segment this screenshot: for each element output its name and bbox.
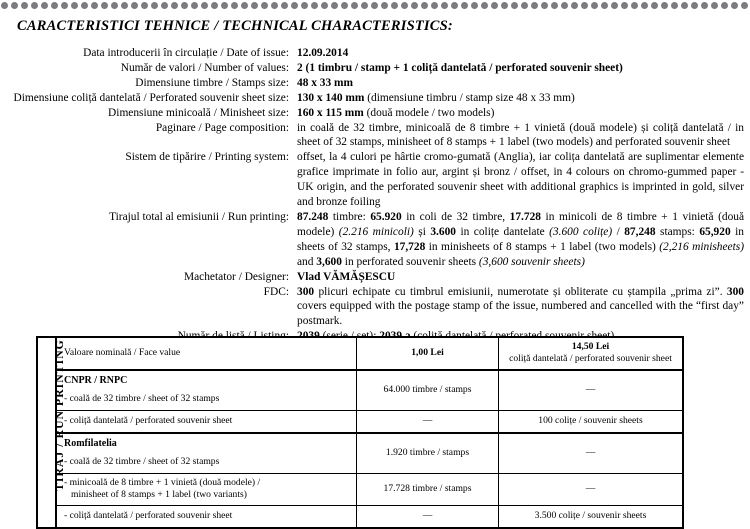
table-row [57, 506, 682, 527]
table-row [57, 434, 682, 474]
table-row-description-line: - coliță dantelată / perforated souvenir sheet [64, 509, 233, 521]
spec-row [0, 106, 750, 121]
table-header-value-2-note: coliță dantelată / perforated souvenir sheet [509, 353, 672, 365]
perforation-dot [671, 2, 678, 9]
table-row-description [57, 411, 357, 432]
perforation-dot [241, 2, 248, 9]
spec-row [0, 121, 750, 151]
perforation-dot [131, 2, 138, 9]
spec-value: offset, la 4 culori pe hârtie cromo-gumată (Anglia), iar colița dantelată are suplimentar elemente grafice imprimate in folio aur, argint și bronz / offset, in 4 colours on chromo-gummed paper - UK origin, and the perforated souvenir sheet with additional graphics is imprinted in gold, silver and bronze foiling [297, 151, 744, 209]
perforation-dot [491, 2, 498, 9]
spec-label: FDC: [263, 285, 289, 298]
perforation-dot [601, 2, 608, 9]
table-group-title: Romfilatelia [64, 437, 117, 449]
perforation-dot [551, 2, 558, 9]
perforation-dot [151, 2, 158, 9]
perforation-dot [221, 2, 228, 9]
perforation-dot [611, 2, 618, 9]
perforation-dot [411, 2, 418, 9]
table-header-value-1: 1,00 Lei [357, 338, 499, 369]
table-row-description-line: - minicoală de 8 timbre + 1 vinietă (două modele) / [64, 476, 261, 488]
table-row [57, 474, 682, 506]
perforation-dot [711, 2, 718, 9]
perforation-dot [681, 2, 688, 9]
spec-value: 130 x 140 mm (dimensiune timbru / stamp size 48 x 33 mm) [297, 91, 575, 104]
perforation-dot [401, 2, 408, 9]
perforation-dot [91, 2, 98, 9]
perforation-dot [651, 2, 658, 9]
spec-row [0, 270, 750, 285]
table-row-value-1: 64.000 timbre / stamps [357, 371, 499, 410]
perforation-dot [261, 2, 268, 9]
spec-row [0, 46, 750, 61]
perforation-dot-strip [0, 2, 750, 14]
table-row-description-line: - coală de 32 timbre / sheet of 32 stamps [64, 456, 220, 468]
table-row-value-1: — [357, 411, 499, 432]
perforation-dot [451, 2, 458, 9]
perforation-dot [141, 2, 148, 9]
table-row-value-1: 1.920 timbre / stamps [357, 434, 499, 473]
perforation-dot [161, 2, 168, 9]
spec-label: Sistem de tipărire / Printing system: [125, 151, 289, 164]
perforation-dot [1, 2, 8, 9]
perforation-dot [321, 2, 328, 9]
perforation-dot [741, 2, 748, 9]
perforation-dot [581, 2, 588, 9]
table-vertical-label-cell [38, 338, 66, 527]
spec-row [0, 76, 750, 91]
perforation-dot [71, 2, 78, 9]
perforation-dot [511, 2, 518, 9]
table-row-description-line: - coliță dantelată / perforated souvenir sheet [64, 415, 233, 427]
spec-value: 48 x 33 mm [297, 76, 353, 89]
perforation-dot [561, 2, 568, 9]
perforation-dot [461, 2, 468, 9]
perforation-dot [431, 2, 438, 9]
spec-row [0, 210, 750, 270]
table-header-row [57, 338, 682, 371]
perforation-dot [31, 2, 38, 9]
table-row-description [57, 474, 357, 505]
table-row-value-2: — [585, 384, 596, 396]
spec-row [0, 91, 750, 106]
spec-row [0, 61, 750, 76]
perforation-dot [351, 2, 358, 9]
table-row-value-1: — [357, 506, 499, 527]
perforation-dot [251, 2, 258, 9]
table-header-value-2-amount: 14,50 Lei [571, 341, 610, 352]
perforation-dot [521, 2, 528, 9]
perforation-dot [271, 2, 278, 9]
perforation-dot [291, 2, 298, 9]
table-row [57, 371, 682, 411]
table-row-description-line: minisheet of 8 stamps + 1 label (two variants) [71, 489, 247, 501]
perforation-dot [51, 2, 58, 9]
spec-label: Dimensiune coliță dantelată / Perforated souvenir sheet size: [13, 91, 289, 104]
table-row [57, 411, 682, 434]
spec-label: Număr de valori / Number of values: [120, 61, 289, 74]
table-row-description [57, 506, 357, 527]
table-row-description [57, 434, 357, 473]
perforation-dot [631, 2, 638, 9]
perforation-dot [21, 2, 28, 9]
perforation-dot [61, 2, 68, 9]
technical-specifications-list [0, 46, 750, 344]
table-row-value-2: 3.500 colițe / souvenir sheets [534, 509, 647, 521]
perforation-dot [691, 2, 698, 9]
table-row-value-2: — [585, 483, 596, 495]
perforation-dot [361, 2, 368, 9]
perforation-dot [481, 2, 488, 9]
perforation-dot [11, 2, 18, 9]
table-row-description-line: - coală de 32 timbre / sheet of 32 stamps [64, 393, 220, 405]
table-header-description: Valoare nominală / Face value [57, 338, 357, 369]
page-title: CARACTERISTICI TEHNICE / TECHNICAL CHARACTERISTICS: [17, 18, 453, 34]
perforation-dot [301, 2, 308, 9]
spec-label: Paginare / Page composition: [155, 121, 289, 134]
perforation-dot [281, 2, 288, 9]
spec-value: 160 x 115 mm (două modele / two models) [297, 106, 495, 119]
spec-value: 2 (1 timbru / stamp + 1 coliță dantelată / perforated souvenir sheet) [297, 61, 623, 74]
perforation-dot [721, 2, 728, 9]
spec-value: 300 plicuri echipate cu timbrul emisiunii, numerotate și obliterate cu ștampila „prima zi”. 300 covers equipped with the postage stamp of the issue, numbered and cancelled with the “first day” postmark. [297, 285, 744, 328]
perforation-dot [231, 2, 238, 9]
table-row-description [57, 371, 357, 410]
spec-label: Data introducerii în circulație / Date of issue: [83, 47, 289, 59]
perforation-dot [101, 2, 108, 9]
perforation-dot [201, 2, 208, 9]
spec-row [0, 150, 750, 210]
perforation-dot [311, 2, 318, 9]
perforation-dot [571, 2, 578, 9]
perforation-dot [81, 2, 88, 9]
table-header-value-2 [499, 338, 682, 369]
perforation-dot [371, 2, 378, 9]
perforation-dot [421, 2, 428, 9]
perforation-dot [211, 2, 218, 9]
perforation-dot [191, 2, 198, 9]
table-body [57, 338, 682, 527]
perforation-dot [731, 2, 738, 9]
perforation-dot [341, 2, 348, 9]
spec-label: Tirajul total al emisiunii / Run printing: [109, 210, 289, 223]
perforation-dot [471, 2, 478, 9]
perforation-dot [121, 2, 128, 9]
table-vertical-label: TIRAJ / RUN PRINTING [53, 339, 66, 491]
spec-value: in coală de 32 timbre, minicoală de 8 timbre + 1 vinietă (două modele) și coliță dantelată / in sheet of 32 stamps, minisheet of 8 stamps + 1 label (two models) and perforated souvenir sheet [297, 121, 744, 149]
perforation-dot [621, 2, 628, 9]
spec-label: Dimensiune minicoală / Minisheet size: [108, 106, 289, 119]
perforation-dot [661, 2, 668, 9]
perforation-dot [181, 2, 188, 9]
perforation-dot [501, 2, 508, 9]
spec-value: 87.248 timbre: 65.920 in coli de 32 timbre, 17.728 in minicoli de 8 timbre + 1 vinietă (două modele) (2.216 minicoli) și 3.600 in colițe dantelate (3.600 colițe) / 87,248 stamps: 65,920 in sheets of 32 stamps, 17,728 in minisheets of 8 stamps + 1 label (two models) (2,216 minisheets) and 3,600 in perforated souvenir sheets (3,600 souvenir sheets) [297, 210, 745, 268]
perforation-dot [591, 2, 598, 9]
perforation-dot [331, 2, 338, 9]
spec-value: 12.09.2014 [297, 47, 349, 59]
table-group-title: CNPR / RNPC [64, 374, 128, 386]
spec-row [0, 285, 750, 330]
perforation-dot [41, 2, 48, 9]
perforation-dot [441, 2, 448, 9]
spec-label: Dimensiune timbre / Stamps size: [135, 76, 289, 89]
spec-label: Machetator / Designer: [183, 270, 289, 283]
perforation-dot [111, 2, 118, 9]
perforation-dot [381, 2, 388, 9]
table-row-value-1: 17.728 timbre / stamps [357, 474, 499, 505]
table-row-value-2: — [585, 447, 596, 459]
perforation-dot [171, 2, 178, 9]
perforation-dot [701, 2, 708, 9]
perforation-dot [391, 2, 398, 9]
perforation-dot [541, 2, 548, 9]
spec-value: Vlad VĂMĂȘESCU [297, 270, 396, 283]
perforation-dot [531, 2, 538, 9]
table-row-value-2: 100 colițe / souvenir sheets [538, 415, 643, 427]
perforation-dot [641, 2, 648, 9]
